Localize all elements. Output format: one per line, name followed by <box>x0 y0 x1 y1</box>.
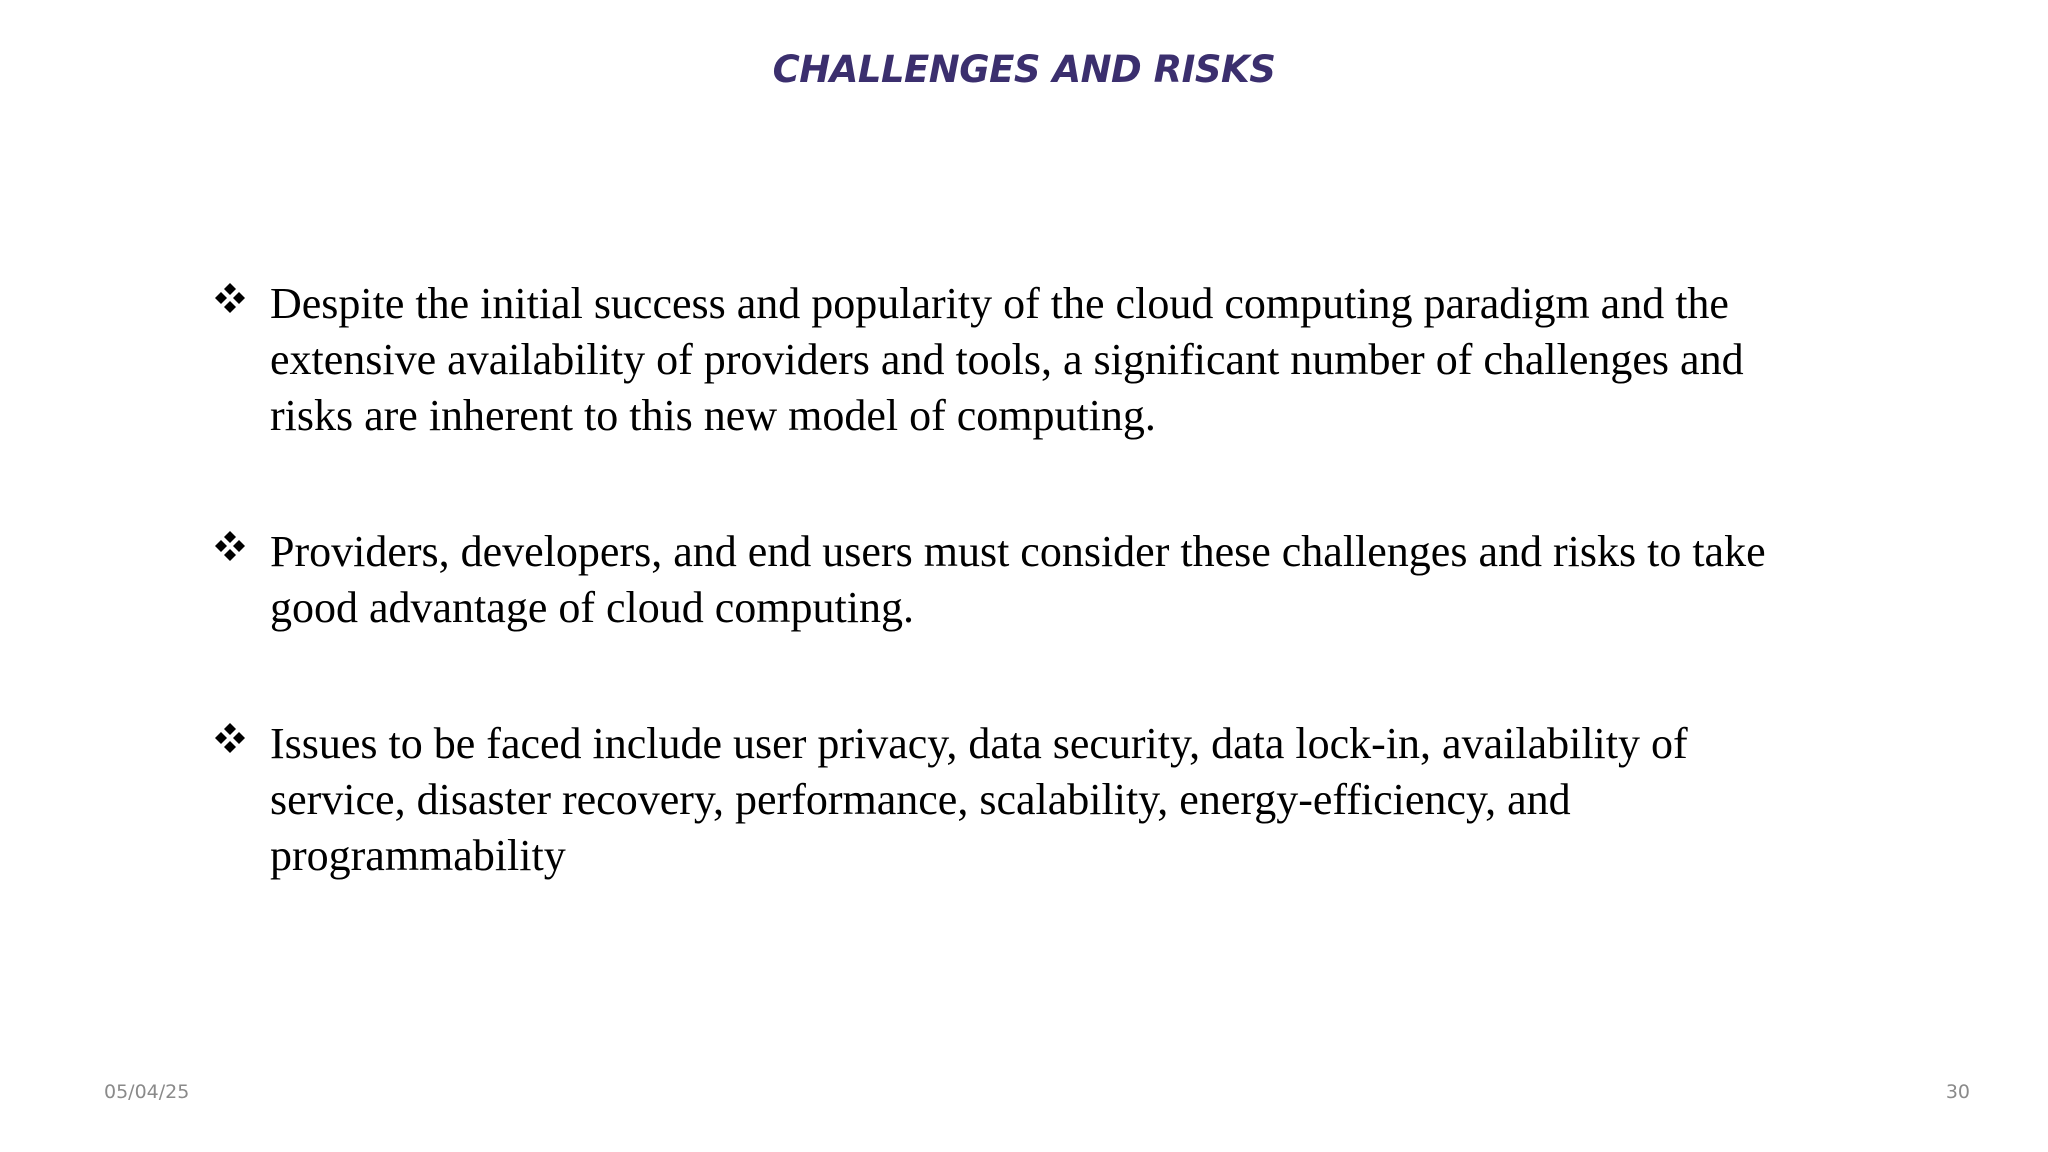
bullet-item <box>210 276 1810 444</box>
four-diamond-bullet-icon <box>214 282 246 314</box>
four-diamond-bullet-icon <box>214 722 246 754</box>
bullet-text: Providers, developers, and end users must consider these challenges and risks to take good advantage of cloud computing. <box>270 527 1766 632</box>
bullet-item <box>210 524 1810 636</box>
bullet-text: Issues to be faced include user privacy, data security, data lock-in, availability of service, disaster recovery, performance, scalability, energy-efficiency, and programmability <box>270 719 1688 880</box>
slide-title: CHALLENGES AND RISKS <box>772 48 1276 91</box>
bullet-text: Despite the initial success and popularity of the cloud computing paradigm and the extensive availability of providers and tools, a significant number of challenges and risks are inherent to this new model of computing. <box>270 279 1744 440</box>
bullet-list <box>210 276 1810 964</box>
four-diamond-bullet-icon <box>214 530 246 562</box>
footer-date: 05/04/25 <box>104 1081 190 1103</box>
bullet-item <box>210 716 1810 884</box>
page-number: 30 <box>1945 1081 1970 1103</box>
